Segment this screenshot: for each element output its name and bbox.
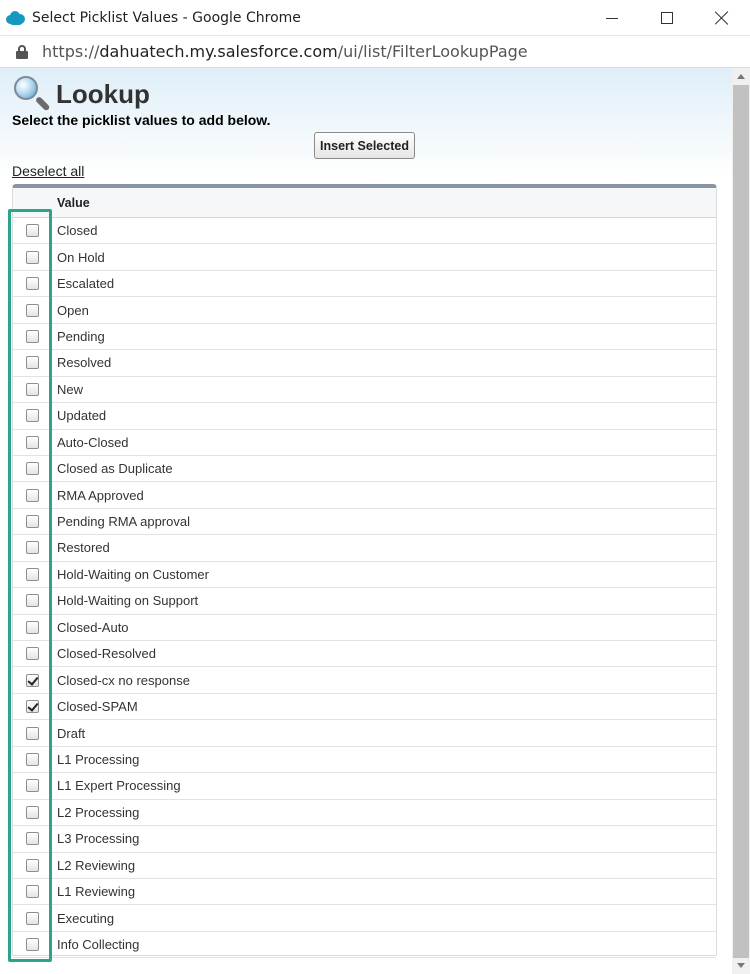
- lock-icon[interactable]: [16, 45, 28, 59]
- row-checkbox[interactable]: [26, 462, 39, 475]
- row-value: Closed: [57, 223, 98, 239]
- table-row: [13, 615, 716, 641]
- row-value: L2 Processing: [57, 804, 140, 820]
- magnifier-icon: [10, 74, 50, 114]
- address-bar[interactable]: [0, 36, 750, 68]
- checkbox-cell: [13, 800, 51, 825]
- salesforce-cloud-icon: [6, 11, 26, 25]
- row-checkbox[interactable]: [26, 409, 39, 422]
- checkbox-cell: [13, 535, 51, 560]
- checkbox-cell: [13, 773, 51, 798]
- checkbox-cell: [13, 271, 51, 296]
- close-icon: [715, 11, 729, 25]
- row-value: Open: [57, 302, 89, 318]
- page-title: Lookup: [56, 78, 150, 109]
- row-value: Pending: [57, 328, 105, 344]
- checkbox-cell: [13, 667, 51, 692]
- checkbox-cell: [13, 456, 51, 481]
- row-value: Closed-cx no response: [57, 672, 190, 688]
- table-row: [13, 773, 716, 799]
- checkbox-cell: [13, 853, 51, 878]
- row-checkbox[interactable]: [26, 806, 39, 819]
- row-value: L2 Reviewing: [57, 857, 136, 873]
- row-value: On Hold: [57, 249, 105, 265]
- checkbox-cell: [13, 403, 51, 428]
- row-checkbox[interactable]: [26, 304, 39, 317]
- checkbox-cell: [13, 720, 51, 745]
- table-row: [13, 218, 716, 244]
- table-row: [13, 324, 716, 350]
- checkbox-cell: [13, 615, 51, 640]
- minimize-button[interactable]: [585, 0, 639, 36]
- row-checkbox[interactable]: [26, 594, 39, 607]
- url-host: dahuatech.my.salesforce.com: [99, 42, 338, 61]
- row-value: Updated: [57, 408, 107, 424]
- row-value: L3 Processing: [57, 831, 140, 847]
- row-checkbox[interactable]: [26, 859, 39, 872]
- row-value: Closed-Resolved: [57, 646, 156, 662]
- row-value: Hold-Waiting on Support: [57, 593, 199, 609]
- checkbox-cell: [13, 826, 51, 851]
- row-checkbox[interactable]: [26, 489, 39, 502]
- arrow-down-icon: [737, 963, 745, 968]
- picklist-table: [12, 184, 717, 956]
- table-row: [13, 271, 716, 297]
- checkbox-cell: [13, 482, 51, 507]
- table-row: [13, 350, 716, 376]
- table-row: [13, 800, 716, 826]
- close-window-button[interactable]: [695, 0, 749, 36]
- row-checkbox[interactable]: [26, 383, 39, 396]
- row-value: Closed-Auto: [57, 619, 129, 635]
- url-path: /ui/list/FilterLookupPage: [337, 42, 528, 61]
- table-row: [13, 535, 716, 561]
- row-value: Draft: [57, 725, 86, 741]
- table-row: [13, 456, 716, 482]
- table-row: [13, 588, 716, 614]
- row-value: Info Collecting: [57, 937, 140, 953]
- table-row: [13, 879, 716, 905]
- table-row: [13, 826, 716, 852]
- checkbox-cell: [13, 430, 51, 455]
- row-checkbox[interactable]: [26, 330, 39, 343]
- checkbox-column-header: [13, 188, 51, 217]
- checkbox-cell: [13, 244, 51, 269]
- maximize-button[interactable]: [640, 0, 694, 36]
- checkbox-cell: [13, 509, 51, 534]
- table-row: [13, 482, 716, 508]
- row-value: Executing: [57, 910, 115, 926]
- checkbox-cell: [13, 377, 51, 402]
- row-checkbox[interactable]: [26, 568, 39, 581]
- row-checkbox[interactable]: [26, 674, 39, 687]
- row-value: Auto-Closed: [57, 434, 129, 450]
- row-checkbox[interactable]: [26, 621, 39, 634]
- table-header: [13, 188, 716, 218]
- table-row: [13, 403, 716, 429]
- checkbox-cell: [13, 879, 51, 904]
- row-checkbox[interactable]: [26, 832, 39, 845]
- row-checkbox[interactable]: [26, 753, 39, 766]
- row-checkbox[interactable]: [26, 885, 39, 898]
- deselect-all-link[interactable]: Deselect all: [12, 163, 85, 179]
- insert-selected-button[interactable]: Insert Selected: [314, 132, 415, 159]
- row-value: Hold-Waiting on Customer: [57, 566, 209, 582]
- row-checkbox[interactable]: [26, 779, 39, 792]
- checkbox-cell: [13, 905, 51, 930]
- url-scheme: https://: [42, 42, 100, 61]
- row-value: Resolved: [57, 355, 112, 371]
- row-checkbox[interactable]: [26, 224, 39, 237]
- table-row: [13, 562, 716, 588]
- row-value: Escalated: [57, 276, 115, 292]
- row-checkbox[interactable]: [26, 356, 39, 369]
- checkbox-cell: [13, 218, 51, 243]
- table-row: [13, 694, 716, 720]
- page-header: [10, 74, 150, 114]
- row-value: Pending RMA approval: [57, 514, 190, 530]
- checkbox-cell: [13, 350, 51, 375]
- row-checkbox[interactable]: [26, 727, 39, 740]
- checkbox-cell: [13, 324, 51, 349]
- table-row: [13, 509, 716, 535]
- table-body: [13, 218, 716, 958]
- checkbox-cell: [13, 588, 51, 613]
- page-scrollbar[interactable]: [732, 68, 750, 974]
- row-checkbox[interactable]: [26, 938, 39, 951]
- row-checkbox[interactable]: [26, 541, 39, 554]
- row-value: RMA Approved: [57, 487, 144, 503]
- minimize-icon: [606, 18, 618, 19]
- table-row: [13, 297, 716, 323]
- row-value: Closed as Duplicate: [57, 461, 173, 477]
- value-column-header: Value: [57, 195, 90, 210]
- table-row: [13, 720, 716, 746]
- table-row: [13, 853, 716, 879]
- row-checkbox[interactable]: [26, 647, 39, 660]
- scroll-up-button[interactable]: [732, 68, 750, 85]
- arrow-up-icon: [737, 74, 745, 79]
- checkbox-cell: [13, 694, 51, 719]
- checkbox-cell: [13, 932, 51, 957]
- row-value: L1 Reviewing: [57, 884, 136, 900]
- row-checkbox[interactable]: [26, 277, 39, 290]
- row-value: L1 Processing: [57, 751, 140, 767]
- row-checkbox[interactable]: [26, 251, 39, 264]
- table-row: [13, 641, 716, 667]
- row-value: New: [57, 381, 84, 397]
- row-checkbox[interactable]: [26, 436, 39, 449]
- checkbox-cell: [13, 297, 51, 322]
- maximize-icon: [661, 12, 673, 24]
- row-value: Restored: [57, 540, 110, 556]
- window-title: Select Picklist Values - Google Chrome: [32, 9, 301, 26]
- row-checkbox[interactable]: [26, 700, 39, 713]
- row-value: L1 Expert Processing: [57, 778, 181, 794]
- url-text[interactable]: [42, 42, 528, 61]
- checkbox-cell: [13, 641, 51, 666]
- table-row: [13, 932, 716, 958]
- row-checkbox[interactable]: [26, 515, 39, 528]
- table-row: [13, 377, 716, 403]
- checkbox-cell: [13, 747, 51, 772]
- window-titlebar: [0, 0, 750, 36]
- table-row: [13, 244, 716, 270]
- table-row: [13, 430, 716, 456]
- table-row: [13, 747, 716, 773]
- lookup-page: [0, 68, 732, 974]
- scrollbar-thumb[interactable]: [733, 85, 749, 958]
- scroll-down-button[interactable]: [732, 957, 750, 974]
- instruction-text: Select the picklist values to add below.: [12, 112, 271, 128]
- checkbox-cell: [13, 562, 51, 587]
- row-value: Closed-SPAM: [57, 699, 138, 715]
- row-checkbox[interactable]: [26, 912, 39, 925]
- table-row: [13, 667, 716, 693]
- table-row: [13, 905, 716, 931]
